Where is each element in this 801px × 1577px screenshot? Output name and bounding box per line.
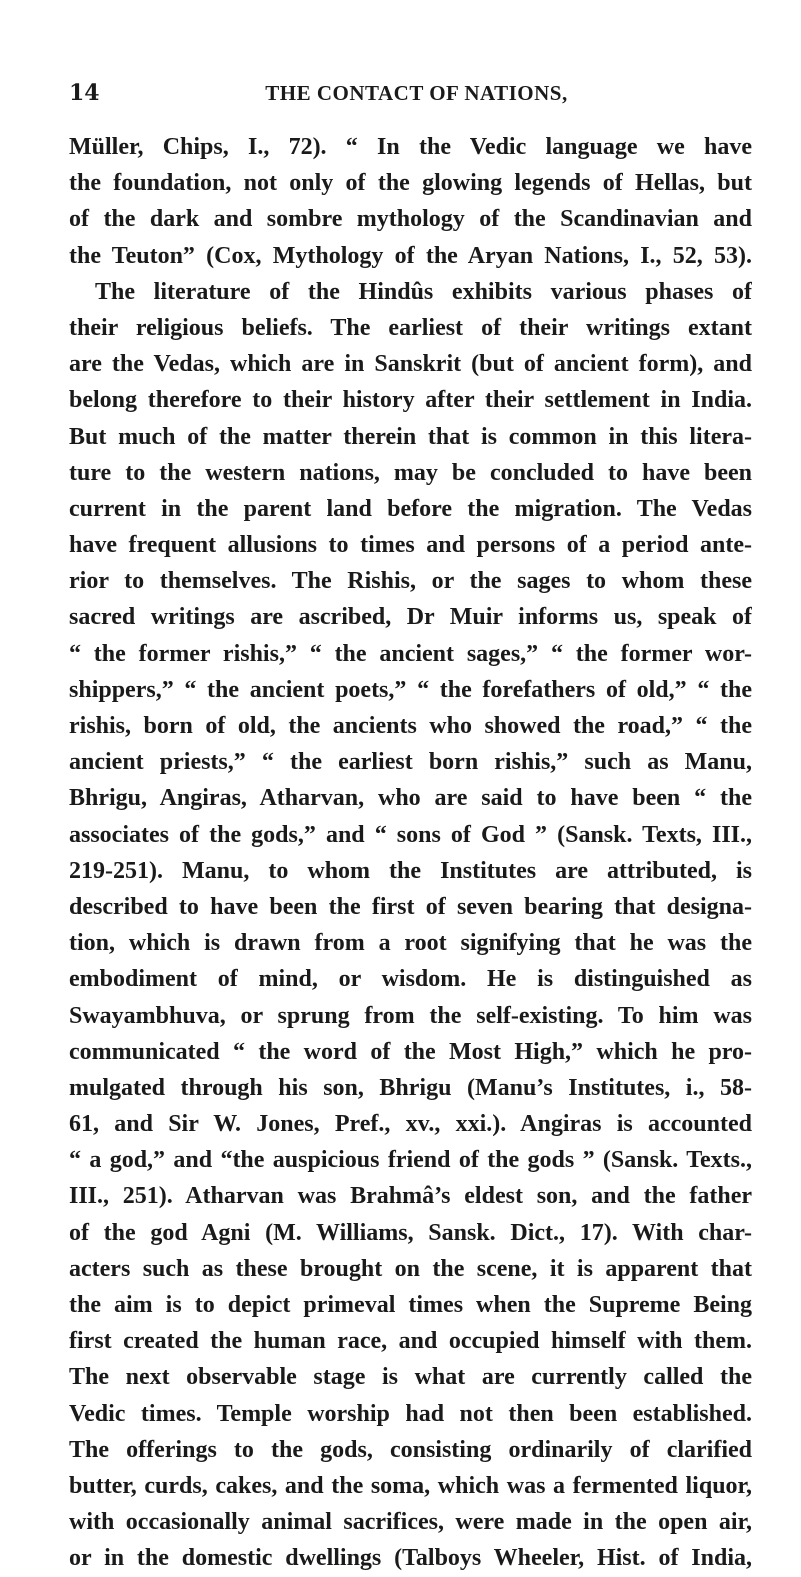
text-line: associates of the gods,” and “ sons of God ” (Sansk. Texts, III., <box>69 821 752 848</box>
text-line: described to have been the first of seven bearing that designa- <box>69 893 752 920</box>
text-line: of the god Agni (M. Williams, Sansk. Dict., 17). With char- <box>69 1219 752 1246</box>
text-line: Swayambhuva, or sprung from the self-existing. To him was <box>69 1002 752 1029</box>
text-line: ancient priests,” “ the earliest born rishis,” such as Manu, <box>69 749 752 776</box>
text-line: are the Vedas, which are in Sanskrit (but of ancient form), and <box>69 351 752 378</box>
text-line: Müller, Chips, I., 72). “ In the Vedic language we have <box>69 134 752 160</box>
text-line: Bhrigu, Angiras, Atharvan, who are said to have been “ the <box>69 785 752 812</box>
text-line: the aim is to depict primeval times when the Supreme Being <box>69 1292 752 1318</box>
text-line: “ a god,” and “the auspicious friend of the gods ” (Sansk. Texts., <box>69 1147 752 1174</box>
text-line: The literature of the Hindûs exhibits various phases of <box>95 278 752 305</box>
text-line: the foundation, not only of the glowing legends of Hellas, but <box>69 170 752 197</box>
text-line: butter, curds, cakes, and the soma, which was a fermented liquor, <box>69 1472 752 1499</box>
page-number: 14 <box>69 80 100 106</box>
text-line: or in the domestic dwellings (Talboys Wheeler, Hist. of India, <box>69 1545 752 1572</box>
text-line: 219-251). Manu, to whom the Institutes are attributed, is <box>69 857 752 884</box>
text-line: with occasionally animal sacrifices, were made in the open air, <box>69 1509 752 1536</box>
page-header <box>69 78 752 108</box>
text-line: III., 251). Atharvan was Brahmâ’s eldest son, and the father <box>69 1183 752 1210</box>
text-line: belong therefore to their history after their settlement in India. <box>69 387 752 414</box>
text-line: The next observable stage is what are currently called the <box>69 1364 752 1391</box>
text-line: Vedic times. Temple worship had not then been established. <box>69 1400 752 1427</box>
text-line: of the dark and sombre mythology of the Scandinavian and <box>69 206 752 233</box>
text-line: ture to the western nations, may be concluded to have been <box>69 459 752 486</box>
body-text <box>69 129 752 1577</box>
text-line: acters such as these brought on the scene, it is apparent that <box>69 1255 752 1282</box>
text-line: mulgated through his son, Bhrigu (Manu’s Institutes, i., 58- <box>69 1074 752 1101</box>
text-line: shippers,” “ the ancient poets,” “ the forefathers of old,” “ the <box>69 676 752 703</box>
text-line: 61, and Sir W. Jones, Pref., xv., xxi.). Angiras is accounted <box>69 1111 752 1138</box>
text-line: rior to themselves. The Rishis, or the sages to whom these <box>69 568 752 595</box>
text-line: embodiment of mind, or wisdom. He is distinguished as <box>69 966 752 993</box>
text-line: current in the parent land before the migration. The Vedas <box>69 495 752 522</box>
text-line: rishis, born of old, the ancients who showed the road,” “ the <box>69 713 752 739</box>
text-line: the Teuton” (Cox, Mythology of the Aryan Nations, I., 52, 53). <box>69 242 752 269</box>
text-line: their religious beliefs. The earliest of their writings extant <box>69 314 752 341</box>
text-line: first created the human race, and occupied himself with them. <box>69 1328 752 1355</box>
running-head: THE CONTACT OF NATIONS, <box>265 81 568 105</box>
text-line: sacred writings are ascribed, Dr Muir informs us, speak of <box>69 604 752 631</box>
text-line: communicated “ the word of the Most High,” which he pro- <box>69 1038 752 1065</box>
text-line: The offerings to the gods, consisting ordinarily of clarified <box>69 1436 752 1463</box>
text-line: But much of the matter therein that is common in this litera- <box>69 423 752 450</box>
text-line: “ the former rishis,” “ the ancient sages,” “ the former wor- <box>69 640 752 667</box>
text-line: have frequent allusions to times and persons of a period ante- <box>69 532 752 559</box>
text-line: tion, which is drawn from a root signifying that he was the <box>69 930 752 957</box>
